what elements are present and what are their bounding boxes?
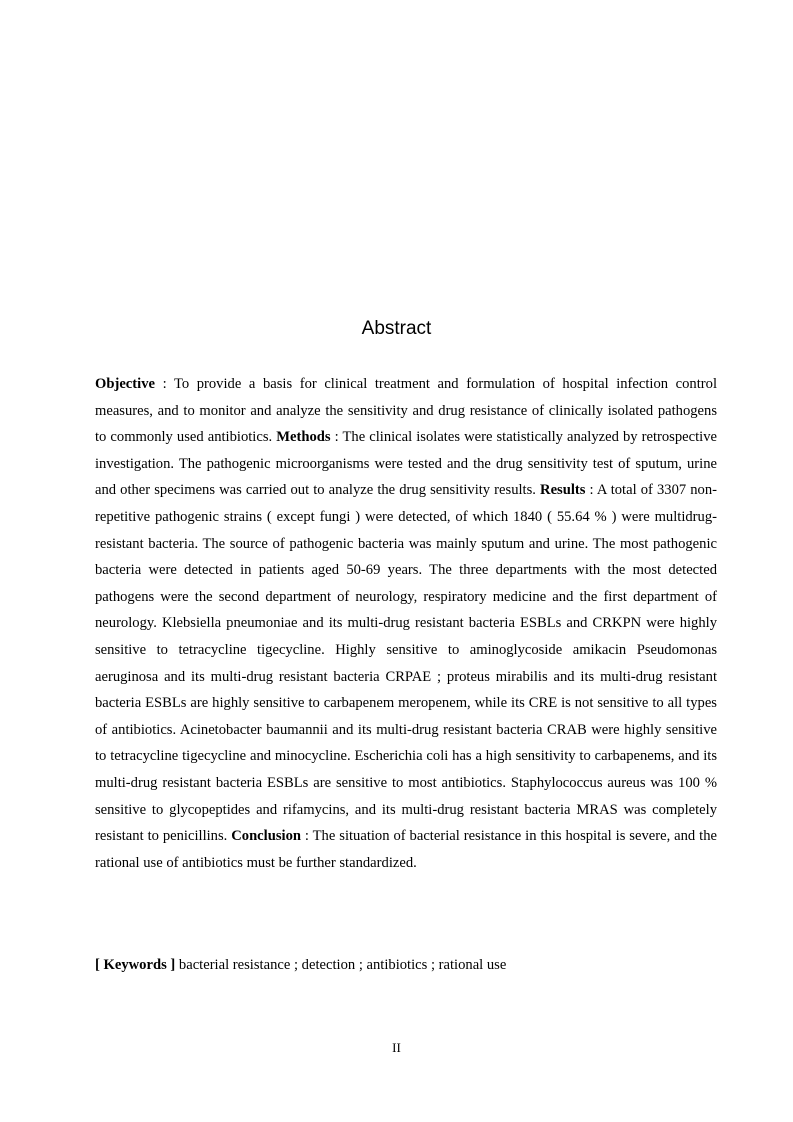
keywords-text: bacterial resistance ; detection ; antibiotics ; rational use [175,957,507,973]
page-number: II [392,1040,401,1055]
methods-label: Methods [276,429,331,446]
abstract-body [95,371,717,876]
methods-text: : The clinical isolates were statistically analyzed by retrospective investigation. The pathogenic microorganisms were tested and the drug sensitivity test of sputum, urine and other specimens was carried out to analyze the drug sensitivity results. [95,429,717,499]
keywords-line [95,952,717,978]
conclusion-label: Conclusion [231,828,301,845]
objective-label: Objective [95,376,155,392]
objective-text: : To provide a basis for clinical treatment and formulation of hospital infection control measures, and to monitor and analyze the sensitivity and drug resistance of clinically isolated pathogens to commonly used antibiotics. [95,376,717,446]
abstract-title: Abstract [361,318,432,339]
results-label: Results [540,482,586,499]
conclusion-text: : The situation of bacterial resistance in this hospital is severe, and the rational use of antibiotics must be further standardized. [95,828,717,871]
keywords-label: [ Keywords ] [95,957,176,973]
results-text: : A total of 3307 non-repetitive pathogenic strains ( except fungi ) were detected, of which 1840 ( 55.64 % ) were multidrug-resistant bacteria. The source of pathogenic bacteria was mainly sputum and urine. The most pathogenic bacteria were detected in patients aged 50-69 years. The three departments with the most detected pathogens were the second department of neurology, respiratory medicine and the first department of neurology. Klebsiella pneumoniae and its multi-drug resistant bacteria ESBLs and CRKPN were highly sensitive to tetracycline tigecycline. Highly sensitive to aminoglycoside amikacin Pseudomonas aeruginosa and its multi-drug resistant bacteria CRPAE ; proteus mirabilis and its multi-drug resistant bacteria ESBLs are highly sensitive to carbapenem meropenem, while its CRE is not sensitive to all types of antibiotics. Acinetobacter baumannii and its multi-drug resistant bacteria CRAB were highly sensitive to tetracycline tigecycline and minocycline. Escherichia coli has a high sensitivity to carbapenems, and its multi-drug resistant bacteria ESBLs are sensitive to most antibiotics. Staphylococcus aureus was 100 % sensitive to glycopeptides and rifamycins, and its multi-drug resistant bacteria MRAS was completely resistant to penicillins. [95,482,717,845]
